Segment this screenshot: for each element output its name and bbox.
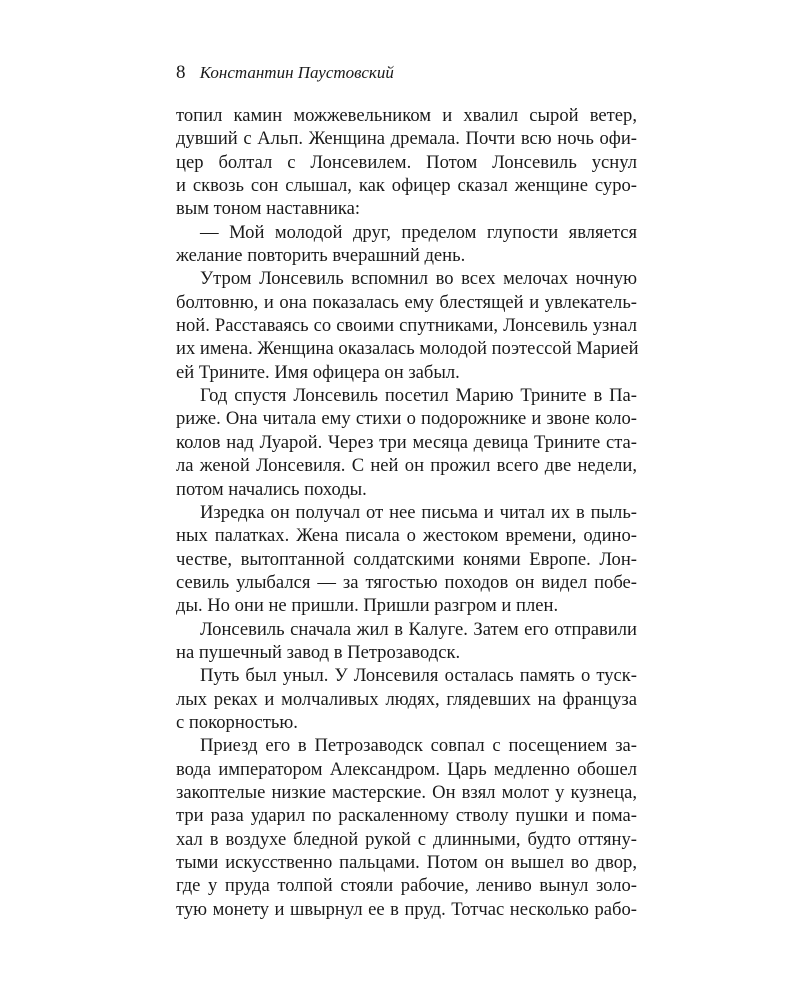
text-line: — Мой молодой друг, пределом глупости является — [200, 221, 637, 243]
running-head — [176, 62, 394, 84]
text-line: ды. Но они не пришли. Пришли разгром и плен. — [176, 595, 559, 617]
text-line: с покорностью. — [176, 711, 298, 733]
author-name: Константин Паустовский — [199, 63, 394, 82]
text-line: и сквозь сон слышал, как офицер сказал женщине суро- — [176, 175, 637, 197]
text-line: тую монету и швырнул ее в пруд. Тотчас несколько рабо- — [176, 898, 637, 920]
text-line: тыми искусственно пальцами. Потом он вышел во двор, — [176, 852, 637, 873]
text-line: Утром Лонсевиль вспомнил во всех мелочах ночную — [200, 268, 637, 290]
text-line: закоптелые низкие мастерские. Он взял молот у кузнеца, — [176, 781, 637, 803]
text-line: честве, вытоптанной солдатскими конями Европе. Лон- — [176, 548, 637, 570]
text-line: Путь был уныл. У Лонсевиля осталась память о туск- — [200, 665, 637, 687]
text-line: севиль улыбался — за тягостью походов он видел побе- — [176, 571, 637, 593]
text-line: дувший с Альп. Женщина дремала. Почти всю ночь офи- — [176, 128, 637, 150]
text-line: Год спустя Лонсевиль посетил Марию Трините в Па- — [200, 385, 637, 407]
text-line: вода императором Александром. Царь медленно обошел — [176, 758, 637, 780]
text-line: Изредка он получал от нее письма и читал их в пыль- — [200, 501, 637, 523]
text-line: на пушечный завод в Петрозаводск. — [176, 641, 461, 663]
text-line: ей Трините. Имя офицера он забыл. — [176, 361, 460, 383]
text-line: Приезд его в Петрозаводск совпал с посещением за- — [200, 735, 637, 757]
text-line: их имена. Женщина оказалась молодой поэтессой Марией — [176, 338, 639, 360]
text-line: где у пруда толпой стояли рабочие, лениво вынул золо- — [176, 875, 637, 897]
text-line: риже. Она читала ему стихи о подорожнике и звоне коло- — [176, 408, 637, 430]
text-line: лых реках и молчаливых людях, глядевших на француза — [176, 688, 637, 710]
text-line: ла женой Лонсевиля. С ней он прожил всего две недели, — [176, 455, 637, 477]
text-line: вым тоном наставника: — [176, 198, 361, 220]
page-number: 8 — [176, 62, 186, 83]
text-line: ных палатках. Жена писала о жестоком времени, одино- — [176, 525, 637, 547]
body-text — [176, 104, 637, 921]
text-line: топил камин можжевельником и хвалил сырой ветер, — [176, 105, 637, 126]
text-line: Лонсевиль сначала жил в Калуге. Затем его отправили — [200, 618, 637, 640]
text-line: три раза ударил по раскаленному стволу пушки и пома- — [176, 805, 637, 827]
text-line: желание повторить вчерашний день. — [176, 245, 466, 267]
text-line: ной. Расставаясь со своими спутниками, Лонсевиль узнал — [176, 315, 637, 337]
text-line: потом начались походы. — [176, 478, 367, 500]
text-line: колов над Луарой. Через три месяца девица Трините ста- — [176, 431, 637, 453]
text-line: хал в воздухе бледной рукой с длинными, будто оттяну- — [176, 828, 637, 850]
text-line: болтовню, и она показалась ему блестящей и увлекатель- — [176, 291, 637, 313]
text-line: цер болтал с Лонсевилем. Потом Лонсевиль уснул — [176, 151, 637, 173]
